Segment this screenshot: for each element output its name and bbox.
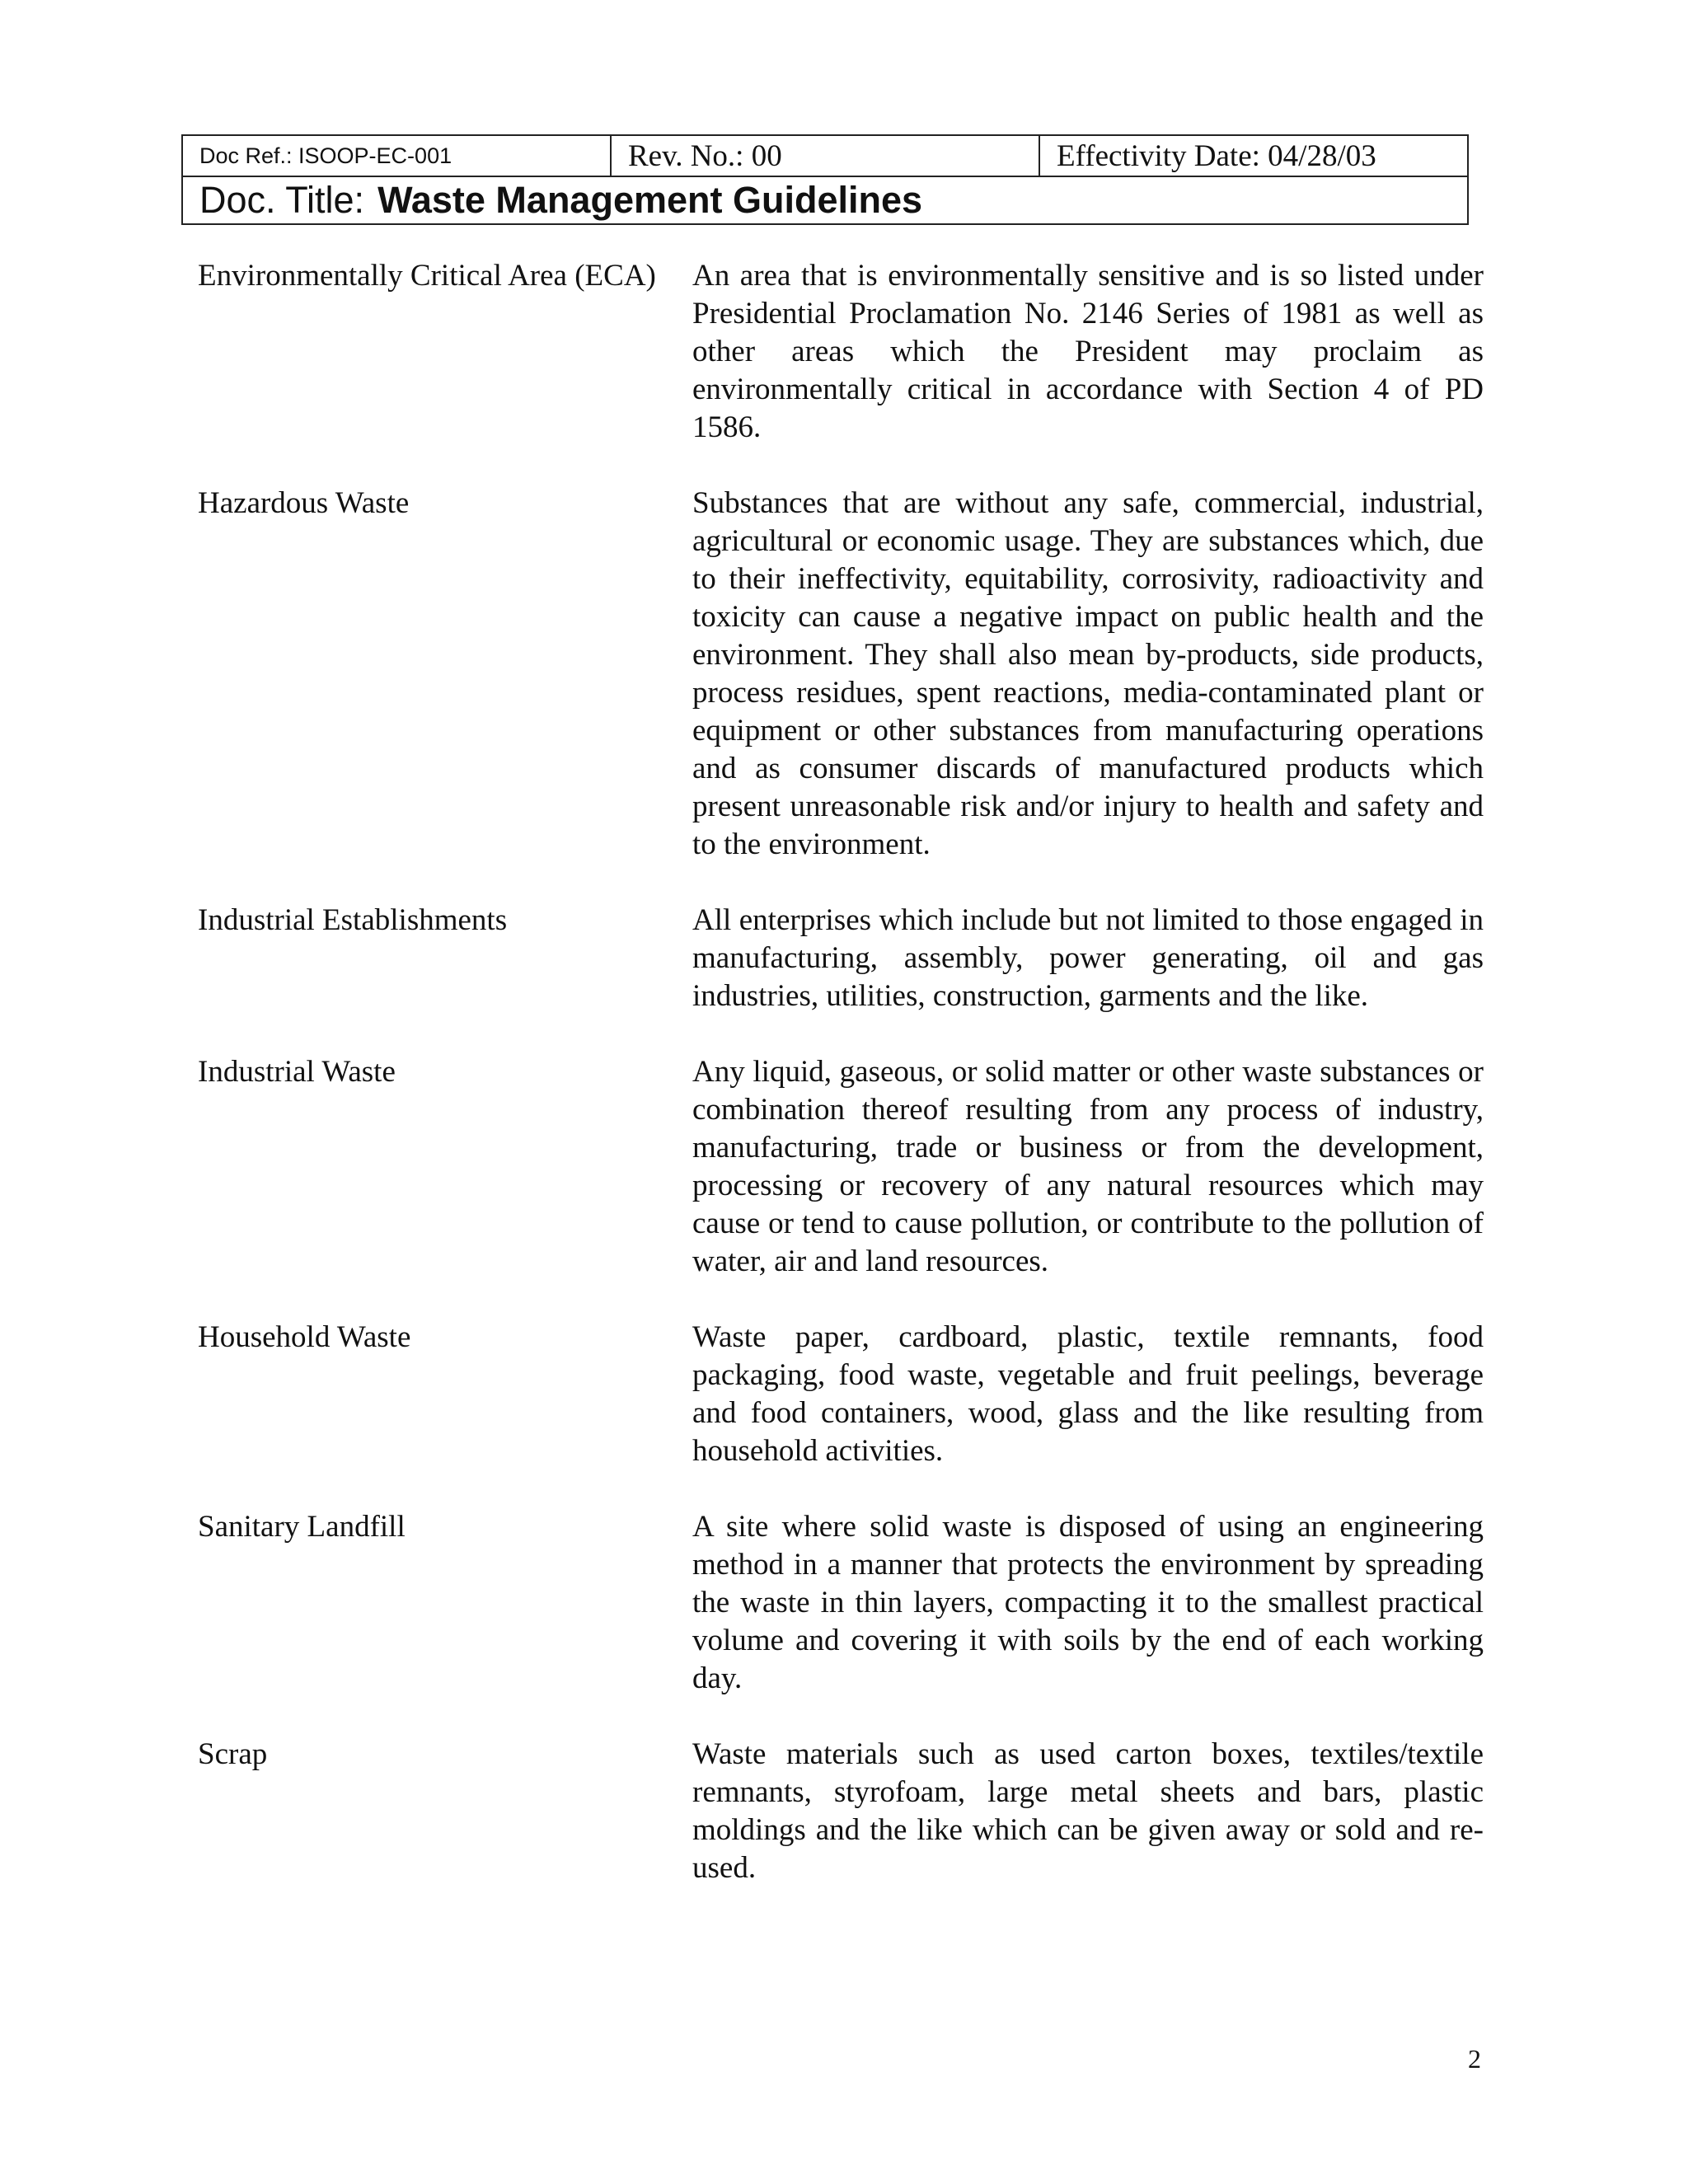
definition-term: Household Waste	[198, 1320, 411, 1354]
definitions-list	[198, 257, 1484, 1925]
definition-term: Hazardous Waste	[198, 486, 410, 520]
definition-term: Industrial Waste	[198, 1055, 396, 1089]
definition-description: Waste paper, cardboard, plastic, textile remnants, food packaging, food waste, vegetable and fruit peelings, beverage and food containers, wood, glass and the like resulting from household activities.	[692, 1320, 1484, 1468]
header-info-row	[183, 136, 1467, 177]
definition-scrap	[198, 1736, 1484, 1887]
definition-term: Sanitary Landfill	[198, 1510, 406, 1544]
definition-description: All enterprises which include but not limited to those engaged in manufacturing, assembly, power generating, oil and gas industries, utilities, construction, garments and the like.	[692, 903, 1484, 1013]
definition-term: Industrial Establishments	[198, 903, 508, 937]
definition-description: Any liquid, gaseous, or solid matter or other waste substances or combination thereof resulting from any process of industry, manufacturing, trade or business or from the development, processing or recovery of any natural resources which may cause or tend to cause pollution, or contribute to the pollution of water, air and land resources.	[692, 1055, 1484, 1278]
document-header	[181, 134, 1469, 225]
definition-industrial-establishments	[198, 902, 1484, 1015]
definition-household-waste	[198, 1319, 1484, 1470]
definition-description: A site where solid waste is disposed of using an engineering method in a manner that protects the environment by spreading the waste in thin layers, compacting it to the smallest practical volume and covering it with soils by the end of each working day.	[692, 1510, 1484, 1695]
definition-hazardous-waste	[198, 485, 1484, 864]
doc-title-label: Doc. Title:	[199, 179, 365, 221]
definition-term: Scrap	[198, 1737, 268, 1771]
effectivity-date: Effectivity Date: 04/28/03	[1057, 138, 1376, 173]
rev-no: Rev. No.: 00	[612, 136, 1040, 176]
definition-term: Environmentally Critical Area (ECA)	[198, 259, 656, 293]
definition-description: Waste materials such as used carton boxes, textiles/textile remnants, styrofoam, large metal sheets and bars, plastic moldings and the like which can be given away or sold and re-used.	[692, 1737, 1484, 1885]
definition-description: An area that is environmentally sensitive and is so listed under Presidential Proclamation No. 2146 Series of 1981 as well as other areas which the President may proclaim as environmentally critical in accordance with Section 4 of PD 1586.	[692, 259, 1484, 444]
doc-title-row	[183, 177, 1467, 223]
doc-ref: Doc Ref.: ISOOP-EC-001	[183, 136, 612, 176]
definition-sanitary-landfill	[198, 1508, 1484, 1698]
definition-eca	[198, 257, 1484, 447]
definition-industrial-waste	[198, 1053, 1484, 1281]
definition-description: Substances that are without any safe, commercial, industrial, agricultural or economic usage. They are substances which, due to their ineffectivity, equitability, corrosivity, radioactivity and toxicity can cause a negative impact on public health and the environment. They shall also mean by-products, side products, process residues, spent reactions, media-contaminated plant or equipment or other substances from manufacturing operations and as consumer discards of manufactured products which present unreasonable risk and/or injury to health and safety and to the environment.	[692, 486, 1484, 861]
doc-title: Waste Management Guidelines	[377, 179, 923, 221]
page-number: 2	[1468, 2044, 1481, 2074]
